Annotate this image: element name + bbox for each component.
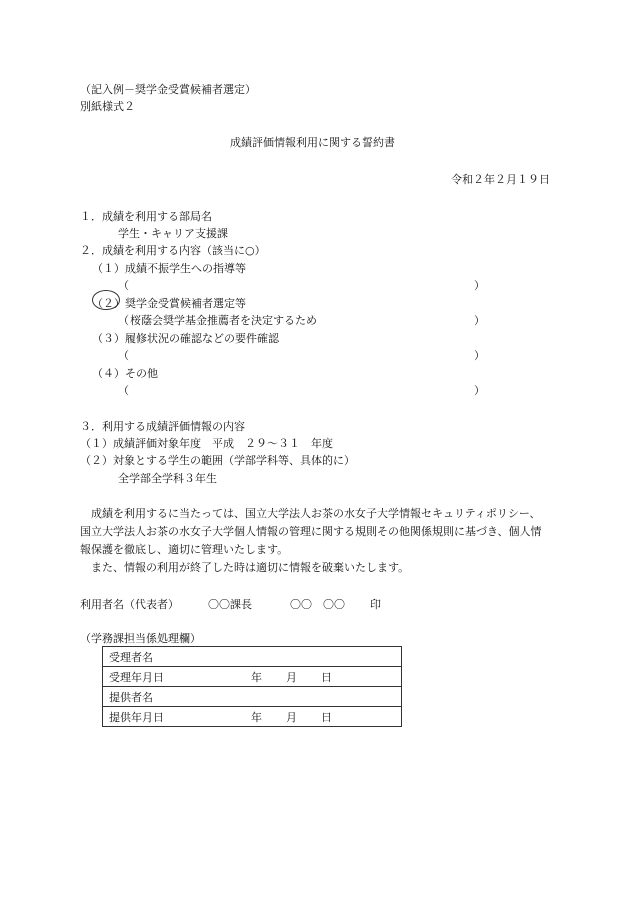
usage-item-label-selected: （２）奨学金受賞候補者選定等 [92,297,246,310]
admin-row-label: 提供者名 [109,690,153,704]
signature-label: 利用者名（代表者） [80,598,179,611]
signature-name: 〇〇 〇〇 [290,598,345,611]
section3-heading: ３．利用する成績評価情報の内容 [80,420,245,433]
usage-item-detail-close: ） [474,349,485,362]
pledge-text [80,505,550,577]
target-students-label: （２）対象とする学生の範囲（学部学科等、具体的に） [80,454,355,467]
document-date: 令和２年２月１９日 [451,173,550,186]
admin-heading: （学務課担当係処理欄） [80,632,201,645]
usage-item-detail-open: （ [118,384,129,397]
usage-item-detail-open: （ [118,314,129,327]
usage-item-detail: 桜蔭会奨学基金推薦者を決定するため [130,314,317,327]
year-label: 年 [251,710,262,724]
seal-mark: 印 [370,598,381,611]
admin-cell [103,647,402,667]
usage-item-detail-close: ） [474,384,485,397]
section2-heading: ２．成績を利用する内容（該当に○） [80,244,266,257]
admin-table [102,646,402,727]
usage-item-detail-close: ） [474,314,485,327]
usage-item-detail-open: （ [118,349,129,362]
usage-item-detail-close: ） [474,279,485,292]
form-number: 別紙様式２ [80,100,135,113]
day-label: 日 [321,710,332,724]
month-label: 月 [286,710,297,724]
target-years: （１）成績評価対象年度 平成 ２９～３１ 年度 [80,437,333,450]
year-label: 年 [251,670,262,684]
admin-row-label: 受理者名 [109,650,153,664]
usage-item-label: （３）履修状況の確認などの要件確認 [92,332,279,345]
pledge-paragraph: 成績を利用するに当たっては、国立大学法人お茶の水女子大学情報セキュリティポリシー、国立大学法人お茶の水女子大学個人情報の管理に関する規則その他関係規則に基づき、個人情報保護を徹底し、適切に管理いたします。 [80,507,542,556]
target-students: 全学部全学科３年生 [118,472,217,485]
usage-item-label: （１）成績不振学生への指導等 [92,262,246,275]
table-row [103,707,402,727]
pledge-paragraph: また、情報の利用が終了した時は適切に情報を破棄いたします。 [91,561,410,574]
department-name: 学生・キャリア支援課 [118,227,228,240]
page-title: 成績評価情報利用に関する誓約書 [230,136,395,149]
usage-item-detail-open: （ [118,279,129,292]
usage-item-label: （４）その他 [92,367,158,380]
table-row [103,647,402,667]
admin-cell [103,667,402,687]
admin-row-label: 受理年月日 [109,670,164,684]
month-label: 月 [286,670,297,684]
admin-cell [103,707,402,727]
admin-cell [103,687,402,707]
example-note: （記入例－奨学金受賞候補者選定） [80,83,256,96]
day-label: 日 [321,670,332,684]
section1-heading: １．成績を利用する部局名 [80,210,212,223]
admin-row-label: 提供年月日 [109,710,164,724]
signature-position: 〇〇課長 [208,598,252,611]
table-row [103,687,402,707]
table-row [103,667,402,687]
